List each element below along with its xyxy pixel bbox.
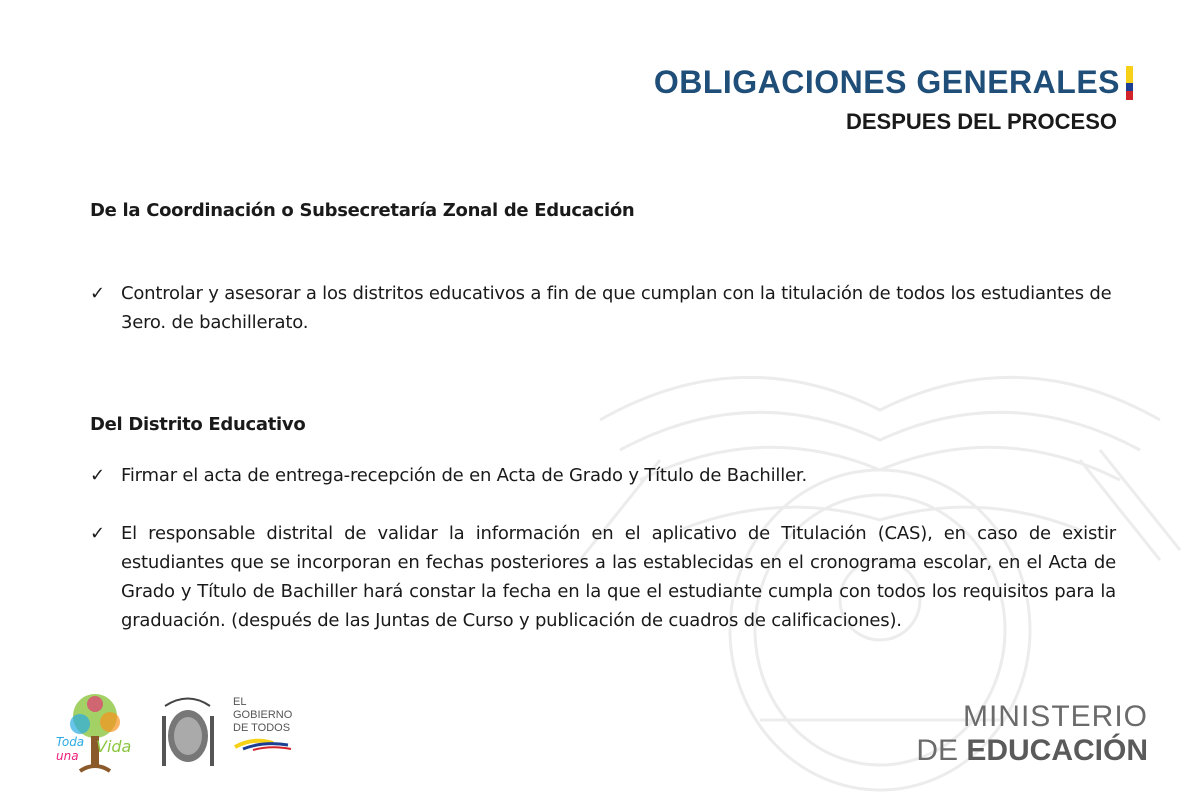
ministerio-educacion-logo <box>916 700 1148 768</box>
checkmark-icon: ✓ <box>90 283 105 304</box>
ministerio-line2-prefix: DE <box>916 734 967 767</box>
toda-text: Toda <box>56 735 85 749</box>
list-item-text: Firmar el acta de entrega-recepción de en Acta de Grado y Título de Bachiller. <box>121 465 807 486</box>
list-item-text: Controlar y asesorar a los distritos educativos a fin de que cumplan con la titulación de todos los estudiantes de 3ero. de bachillerato. <box>121 283 1112 333</box>
el-gobierno-de-todos-logo <box>233 696 293 755</box>
list-item-text: El responsable distrital de validar la información en el aplicativo de Titulación (CAS), en caso de existir estudiantes que se incorporan en fechas posteriores a las establecidas en el cronograma escolar, en el Acta de Grado y Título de Bachiller hará constar la fecha en la que el estudiante cumpla con todos los requisitos para la graduación. (después de las Juntas de Curso y publicación de cuadros de calificaciones). <box>121 523 1116 631</box>
section-heading-coordinacion: De la Coordinación o Subsecretaría Zonal de Educación <box>90 200 635 221</box>
ministerio-line2 <box>916 734 1148 768</box>
escudo-ecuador-logo <box>162 699 214 767</box>
page-subtitle: DESPUES DEL PROCESO <box>846 109 1117 134</box>
checkmark-icon: ✓ <box>90 465 105 486</box>
ministerio-line1: MINISTERIO <box>962 700 1148 733</box>
footer-logos <box>50 686 350 786</box>
gobierno-line: DE TODOS <box>233 722 291 734</box>
checkmark-icon: ✓ <box>90 523 105 544</box>
una-text: una <box>56 749 79 763</box>
list-item <box>90 279 1116 337</box>
list-item <box>90 461 1116 490</box>
toda-una-vida-logo <box>56 694 131 771</box>
section-heading-distrito: Del Distrito Educativo <box>90 414 306 435</box>
gobierno-line: GOBIERNO <box>233 709 293 721</box>
ecuador-flag-accent <box>1126 66 1133 100</box>
ministerio-line2-bold: EDUCACIÓN <box>966 734 1148 767</box>
page-title: OBLIGACIONES GENERALES <box>653 64 1120 100</box>
gobierno-ribbon-icon <box>233 735 293 751</box>
vida-text: Vida <box>96 737 132 756</box>
list-item <box>90 519 1116 635</box>
gobierno-line: EL <box>233 696 247 708</box>
